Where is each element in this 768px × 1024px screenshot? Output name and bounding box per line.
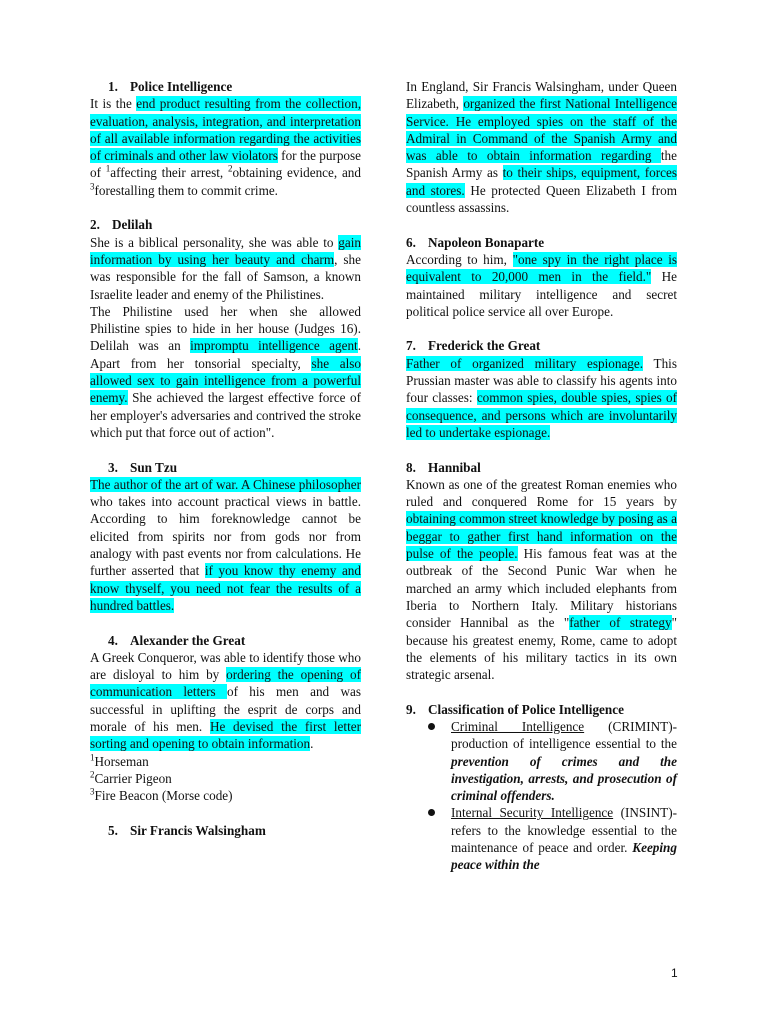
highlight: organized the first National Intelligence Service. He employed spies on the staff of the Admiral in Command of the Spanish Army and was able to obtain information regarding bbox=[406, 96, 677, 164]
footnote-3: $^3$Fire Beacon (Morse code) bbox=[90, 786, 233, 804]
paragraph-delilah-2: The Philistine used her when she allowed Philistine spies to hide in her house (Judges 16). Delilah was an impromptu intelligence agent. Apart from her tonsorial specialty, she also allowed sex to gain intelligence from a powerful enemy. She achieved the largest effective force of her employer's adversaries and contrived the stroke which put that force out of action". bbox=[90, 303, 361, 440]
classification-list bbox=[406, 718, 677, 874]
paragraph-frederick: Father of organized military espionage. This Prussian master was able to classify his agents into four classes: common spies, double spies, spies of consequence, and persons which are involuntarily led to undertake espionage. bbox=[406, 355, 677, 440]
highlight: obtaining common street knowledge by posing as a beggar to gather first hand information on the pulse of the people. bbox=[406, 511, 677, 562]
highlight: to their ships, equipment, forces and stores. bbox=[406, 165, 678, 198]
highlight: common spies, double spies, spies of consequence, and persons which are involuntarily led to undertake espionage. bbox=[406, 390, 677, 440]
paragraph-hannibal: Known as one of the greatest Roman enemies who ruled and conquered Rome for 15 years by obtaining common street knowledge by posing as a beggar to gather first hand information on the pulse of the people. His famous feat was at the outbreak of the Second Punic War when he marched an army which included elephants from Iberia to Northern Italy. Military historians consider Hannibal as the "father of strategy" because his greatest enemy, Rome, came to adopt the elements of his military tactics in its own strategic arsenal. bbox=[406, 476, 677, 683]
bullet-icon bbox=[428, 809, 435, 816]
paragraph-sun-tzu: The author of the art of war. A Chinese philosopher who takes into account practical views in battle. According to him foreknowledge cannot be elicited from spirits nor from gods nor from analogy with past events nor from calculations. He further asserted that if you know thy enemy and know thyself, you need not fear the results of a hundred battles. bbox=[90, 476, 362, 613]
right-column bbox=[406, 78, 677, 874]
highlight: The author of the art of war. A Chinese philosopher bbox=[90, 476, 362, 492]
left-column bbox=[90, 78, 361, 839]
paragraph-delilah-1: She is a biblical personality, she was able to gain information by using her beauty and charm, she was responsible for the fall of Samson, a known Israelite leader and enemy of the Philistines. bbox=[90, 234, 361, 302]
footnote-1: $^1$Horseman bbox=[90, 752, 149, 769]
highlight: father of strategy bbox=[569, 615, 672, 631]
highlight: Father of organized military espionage. bbox=[406, 355, 644, 371]
list-item: Internal Security Intelligence (INSINT)- refers to the knowledge essential to the maintenance of peace and order. Keeping peace within the bbox=[406, 804, 677, 873]
heading-hannibal: 8. Hannibal bbox=[406, 459, 481, 475]
heading-alexander: 4. Alexander the Great bbox=[108, 632, 246, 648]
highlight: impromptu intelligence agent bbox=[190, 338, 358, 354]
highlight: ordering the opening of communication letters bbox=[90, 667, 361, 700]
page-number: 1 bbox=[671, 966, 678, 980]
heading-frederick: 7. Frederick the Great bbox=[406, 338, 541, 354]
bullet-icon bbox=[428, 723, 435, 730]
highlight: "one spy in the right place is equivalent to 20,000 men in the field." bbox=[406, 251, 677, 285]
heading-napoleon: 6. Napoleon Bonaparte bbox=[406, 234, 545, 250]
heading-police-intelligence: 1. Police Intelligence bbox=[108, 79, 233, 94]
paragraph-napoleon: According to him, "one spy in the right place is equivalent to 20,000 men in the field." He maintained military intelligence and secret political police service all over Europe. bbox=[406, 251, 677, 319]
highlight: gain information by using her beauty and charm bbox=[90, 234, 361, 267]
paragraph-alexander: A Greek Conqueror, was able to identify those who are disloyal to him by ordering the opening of communication letters of his men and was successful in uplifting the esprit de corps and morale of his men. He devised the first letter sorting and opening to obtain information. bbox=[90, 649, 361, 752]
paragraph-police-intelligence: It is the end product resulting from the collection, evaluation, analysis, integration, and interpretation of all available information regarding the activities of criminals and other law violators for the purpose of $^1$affecting their arrest, $^2$obtaining evidence, and $^3$forestalling them to commit crime. bbox=[90, 96, 362, 198]
heading-classification: 9. Classification of Police Intelligence bbox=[406, 701, 624, 717]
heading-walsingham: 5. Sir Francis Walsingham bbox=[108, 822, 266, 838]
highlight: end product resulting from the collection, evaluation, analysis, integration, and interpretation of all available information regarding the activities of criminals and other law violators bbox=[90, 96, 361, 164]
highlight: He devised the first letter sorting and opening to obtain information bbox=[90, 718, 361, 752]
highlight: she also allowed sex to gain intelligence from a powerful enemy. bbox=[90, 355, 361, 406]
footnote-2: $^2$Carrier Pigeon bbox=[90, 769, 172, 786]
list-item: Criminal Intelligence (CRIMINT)- production of intelligence essential to the prevention of crimes and the investigation, arrests, and prosecution of criminal offenders. bbox=[406, 718, 677, 804]
heading-delilah: 2. Delilah bbox=[90, 217, 153, 233]
heading-sun-tzu: 3. Sun Tzu bbox=[108, 459, 178, 475]
paragraph-walsingham: In England, Sir Francis Walsingham, under Queen Elizabeth, organized the first National Intelligence Service. He employed spies on the staff of the Admiral in Command of the Spanish Army and was able to obtain information regarding the Spanish Army as to their ships, equipment, forces and stores. He protected Queen Elizabeth I from countless assassins. bbox=[406, 79, 678, 216]
highlight: if you know thy enemy and know thyself, you need not fear the results of a hundred battles. bbox=[90, 563, 361, 613]
